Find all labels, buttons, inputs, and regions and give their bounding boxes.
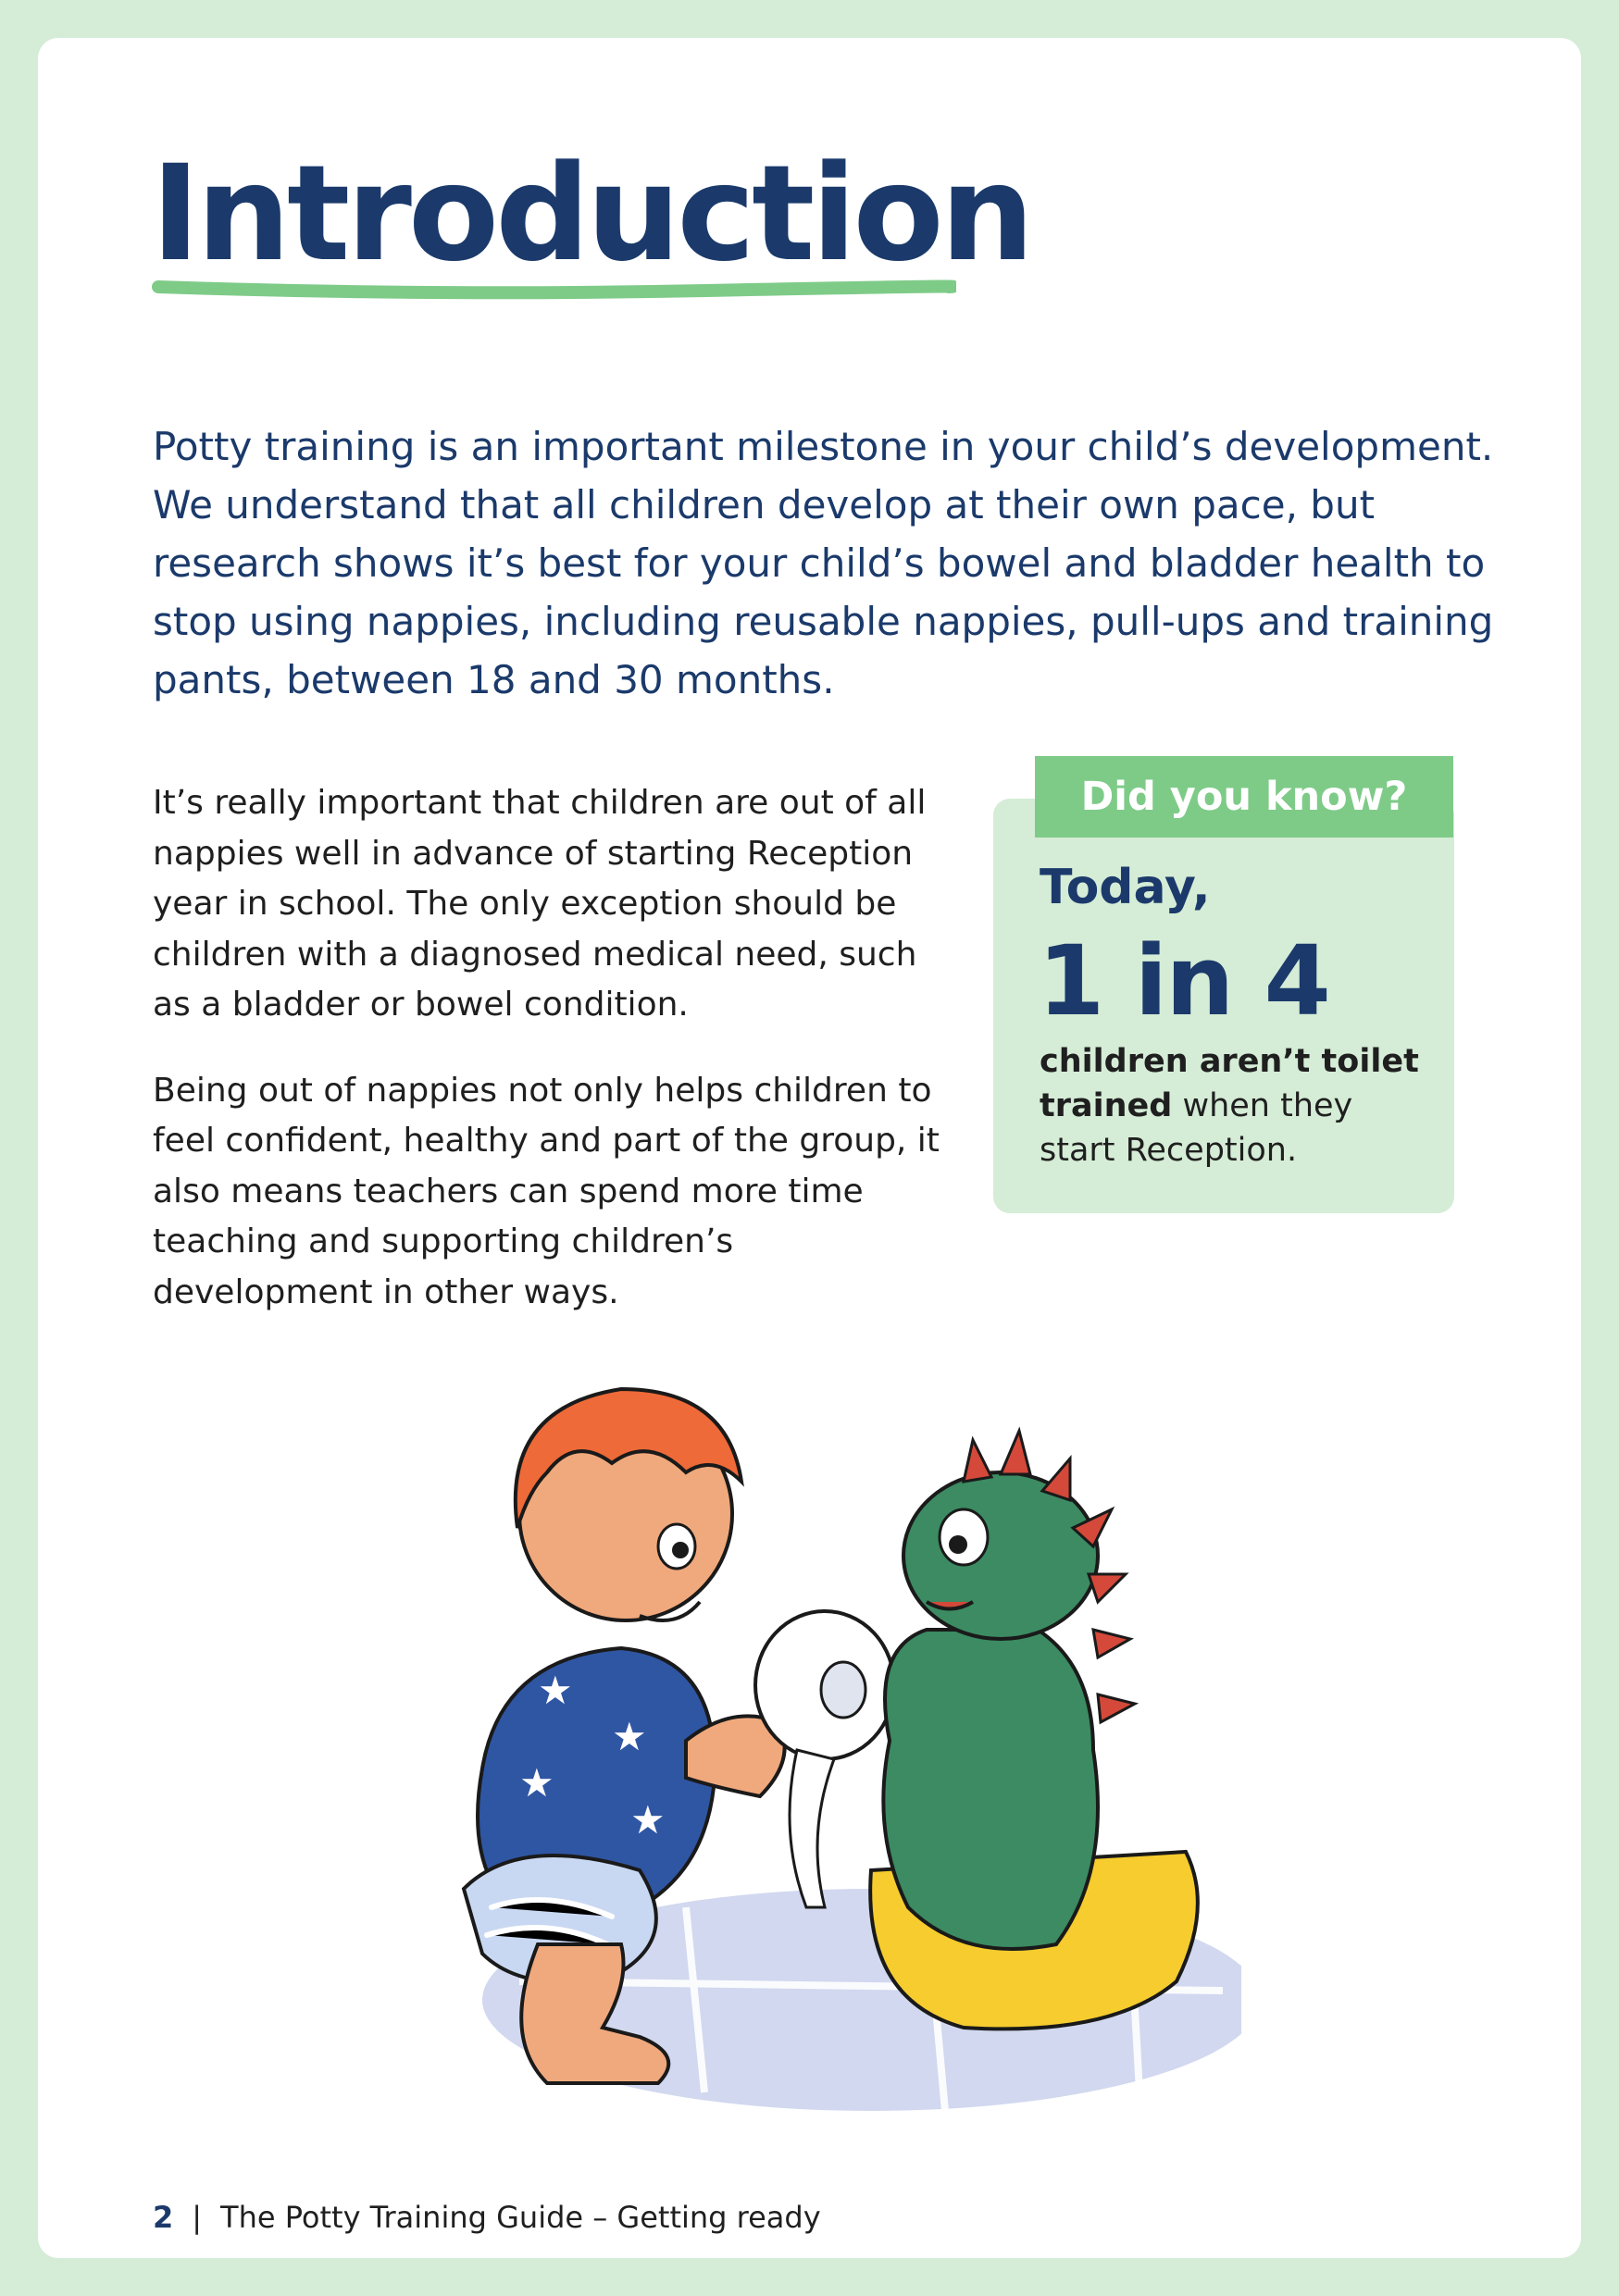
body-paragraph-2: Being out of nappies not only helps children to feel confident, healthy and part of the group, it also means teachers can spend more time teaching and supporting children’s development in other ways. — [153, 1071, 940, 1311]
page-number: 2 — [153, 2200, 174, 2235]
svg-text:★: ★ — [519, 1760, 554, 1806]
footer-separator: | — [192, 2200, 203, 2235]
svg-text:★: ★ — [612, 1714, 647, 1759]
did-you-know-tag: Did you know? — [1035, 756, 1453, 838]
title-underline — [151, 274, 956, 302]
page-title: Introduction — [151, 136, 1031, 291]
did-you-know-box — [993, 799, 1454, 1213]
callout-note-bold: children aren’t toilet trained — [1040, 1043, 1419, 1124]
body-text — [153, 778, 949, 1353]
callout-statistic: 1 in 4 — [1038, 925, 1329, 1037]
intro-lead-paragraph: Potty training is an important milestone in your child’s development. We understand that all children develop at their own pace, but research shows it’s best for your child’s bowel and bladder health to stop using nappies, including reusable nappies, pull-ups and training pants, between 18 and 30 months. — [153, 424, 1494, 702]
footer-title: The Potty Training Guide – Getting ready — [220, 2200, 821, 2235]
callout-note — [1040, 1039, 1428, 1173]
callout-lead: Today, — [1040, 860, 1211, 915]
page-footer — [153, 2200, 821, 2235]
svg-text:★: ★ — [630, 1797, 666, 1843]
page — [38, 38, 1581, 2258]
svg-text:★: ★ — [538, 1668, 573, 1713]
body-paragraph-1: It’s really important that children are out of all nappies well in advance of starting Reception year in school. The only exception should be children with a diagnosed medical need, such as a bladder or bowel condition. — [153, 784, 927, 1024]
child-dinosaur-potty-illustration — [408, 1352, 1241, 2166]
callout-note-rest: when they start Reception. — [1040, 1087, 1353, 1169]
